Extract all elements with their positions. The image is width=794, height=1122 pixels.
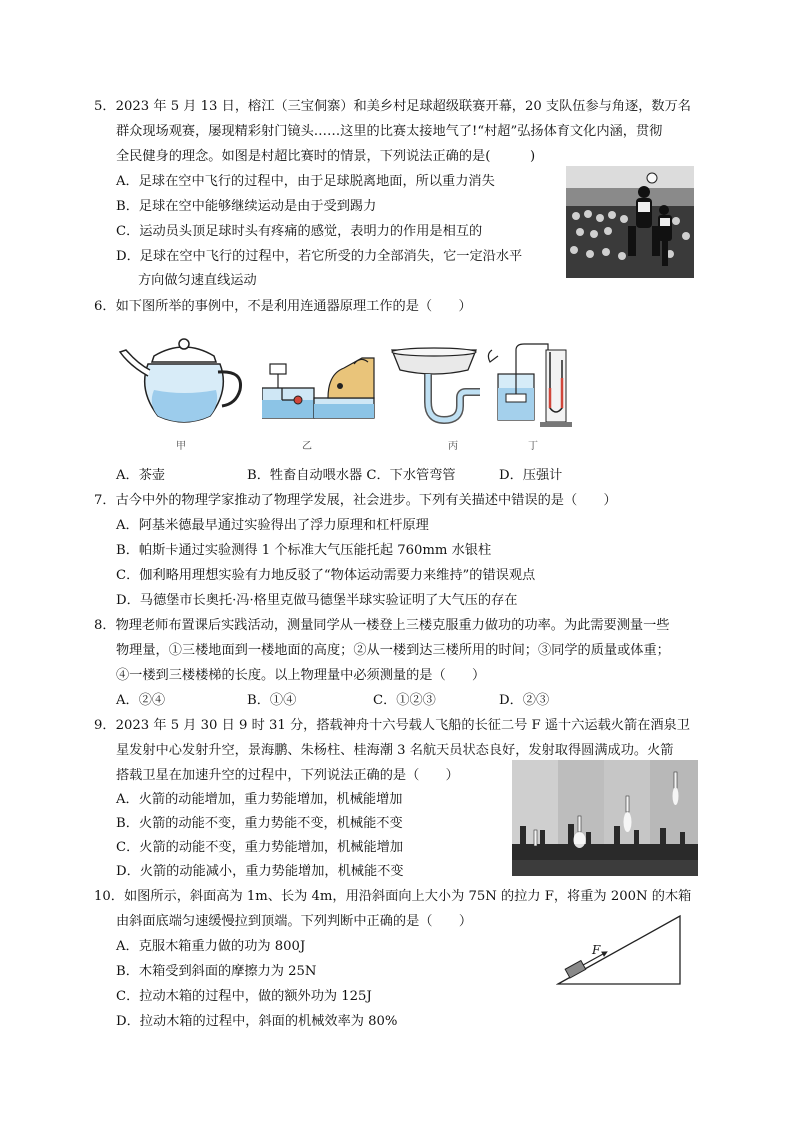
- q6-stem: 6．如下图所举的事例中，不是利用连通器原理工作的是（ ）: [94, 299, 472, 314]
- q5-option-b: B．足球在空中能够继续运动是由于受到踢力: [116, 199, 377, 214]
- q9-stem-line-3: 搭载卫星在加速升空的过程中，下列说法正确的是（ ）: [116, 768, 459, 783]
- q7-option-b: B．帕斯卡通过实验测得 1 个标准大气压能托起 760mm 水银柱: [116, 543, 492, 558]
- soccer-match-photo: [566, 166, 694, 278]
- q5-option-a: A．足球在空中飞行的过程中，由于足球脱离地面，所以重力消失: [116, 174, 495, 189]
- inclined-plane-figure: [556, 908, 686, 988]
- pressure-gauge-figure: [484, 338, 576, 430]
- q9-option-d: D．火箭的动能减小，重力势能增加，机械能不变: [116, 864, 404, 879]
- q6-option-d: D．压强计: [499, 468, 563, 483]
- q9-option-c: C．火箭的动能不变，重力势能增加，机械能增加: [116, 840, 404, 855]
- q8-stem-line-3: ④一楼到三楼楼梯的长度。以上物理量中必须测量的是（ ）: [116, 668, 486, 683]
- q7-option-d: D．马德堡市长奥托·冯·格里克做马德堡半球实验证明了大气压的存在: [116, 593, 518, 608]
- caption-yi: 乙: [302, 441, 312, 452]
- q10-option-d: D．拉动木箱的过程中，斜面的机械效率为 80%: [116, 1014, 398, 1029]
- q8-option-a: A．②④: [116, 693, 166, 708]
- teapot-figure: [118, 330, 250, 430]
- q7-stem: 7．古今中外的物理学家推动了物理学发展，社会进步。下列有关描述中错误的是（ ）: [94, 493, 617, 508]
- q10-option-a: A．克服木箱重力做的功为 800J: [116, 939, 306, 954]
- q9-stem-line-2: 星发射中心发射升空，景海鹏、朱杨柱、桂海潮 3 名航天员状态良好，发射取得圆满成功。火箭: [116, 743, 674, 758]
- q9-option-a: A．火箭的动能增加，重力势能增加，机械能增加: [116, 792, 403, 807]
- caption-bing: 丙: [448, 441, 458, 452]
- caption-jia: 甲: [176, 441, 186, 452]
- q5-option-c: C．运动员头顶足球时头有疼痛的感觉，表明力的作用是相互的: [116, 224, 483, 239]
- q6-option-b-c: B．牲畜自动喂水器 C．下水管弯管: [247, 468, 456, 483]
- q5-stem-line-3: 全民健身的理念。如图是村超比赛时的情景，下列说法正确的是( ): [116, 149, 536, 164]
- q8-option-c: C．①②③: [373, 693, 436, 708]
- rocket-launch-photo: [512, 760, 698, 876]
- q5-option-d: D．足球在空中飞行的过程中，若它所受的力全部消失，它一定沿水平: [116, 249, 523, 264]
- q5-stem-line-1: 5．2023 年 5 月 13 日，榕江（三宝侗寨）和美乡村足球超级联赛开幕，20 支队伍参与角逐，数万名: [94, 99, 691, 114]
- q6-option-a: A．茶壶: [116, 468, 166, 483]
- q8-option-b: B．①④: [247, 693, 297, 708]
- q5-option-d-cont: 方向做匀速直线运动: [138, 273, 257, 288]
- q5-stem-line-2: 群众现场观赛，屡现精彩射门镜头……这里的比赛太接地气了!“村超”弘扬体育文化内涵，贯彻: [116, 124, 663, 139]
- q10-stem-line-2: 由斜面底端匀速缓慢拉到顶端。下列判断中正确的是（ ）: [116, 914, 473, 929]
- drain-trap-figure: [388, 344, 480, 434]
- force-label-f: F: [592, 943, 601, 957]
- q8-option-d: D．②③: [499, 693, 550, 708]
- q10-option-c: C．拉动木箱的过程中，做的额外功为 125J: [116, 989, 372, 1004]
- q9-stem-line-1: 9．2023 年 5 月 30 日 9 时 31 分，搭载神舟十六号载人飞船的长征二号 F 遥十六运载火箭在酒泉卫: [94, 718, 690, 733]
- caption-ding: 丁: [528, 441, 538, 452]
- livestock-waterer-figure: [262, 354, 376, 430]
- q10-stem-line-1: 10．如图所示，斜面高为 1m、长为 4m，用沿斜面向上大小为 75N 的拉力 F，将重为 200N 的木箱: [94, 889, 692, 904]
- q8-stem-line-2: 物理量，①三楼地面到一楼地面的高度；②从一楼到达三楼所用的时间；③同学的质量或体重；: [116, 643, 670, 658]
- q7-option-c: C．伽利略用理想实验有力地反驳了“物体运动需要力来维持”的错误观点: [116, 568, 536, 583]
- q7-option-a: A．阿基米德最早通过实验得出了浮力原理和杠杆原理: [116, 518, 429, 533]
- q8-stem-line-1: 8．物理老师布置课后实践活动，测量同学从一楼登上三楼克服重力做功的功率。为此需要测量一些: [94, 618, 670, 633]
- q9-option-b: B．火箭的动能不变，重力势能不变，机械能不变: [116, 816, 403, 831]
- q10-option-b: B．木箱受到斜面的摩擦力为 25N: [116, 964, 317, 979]
